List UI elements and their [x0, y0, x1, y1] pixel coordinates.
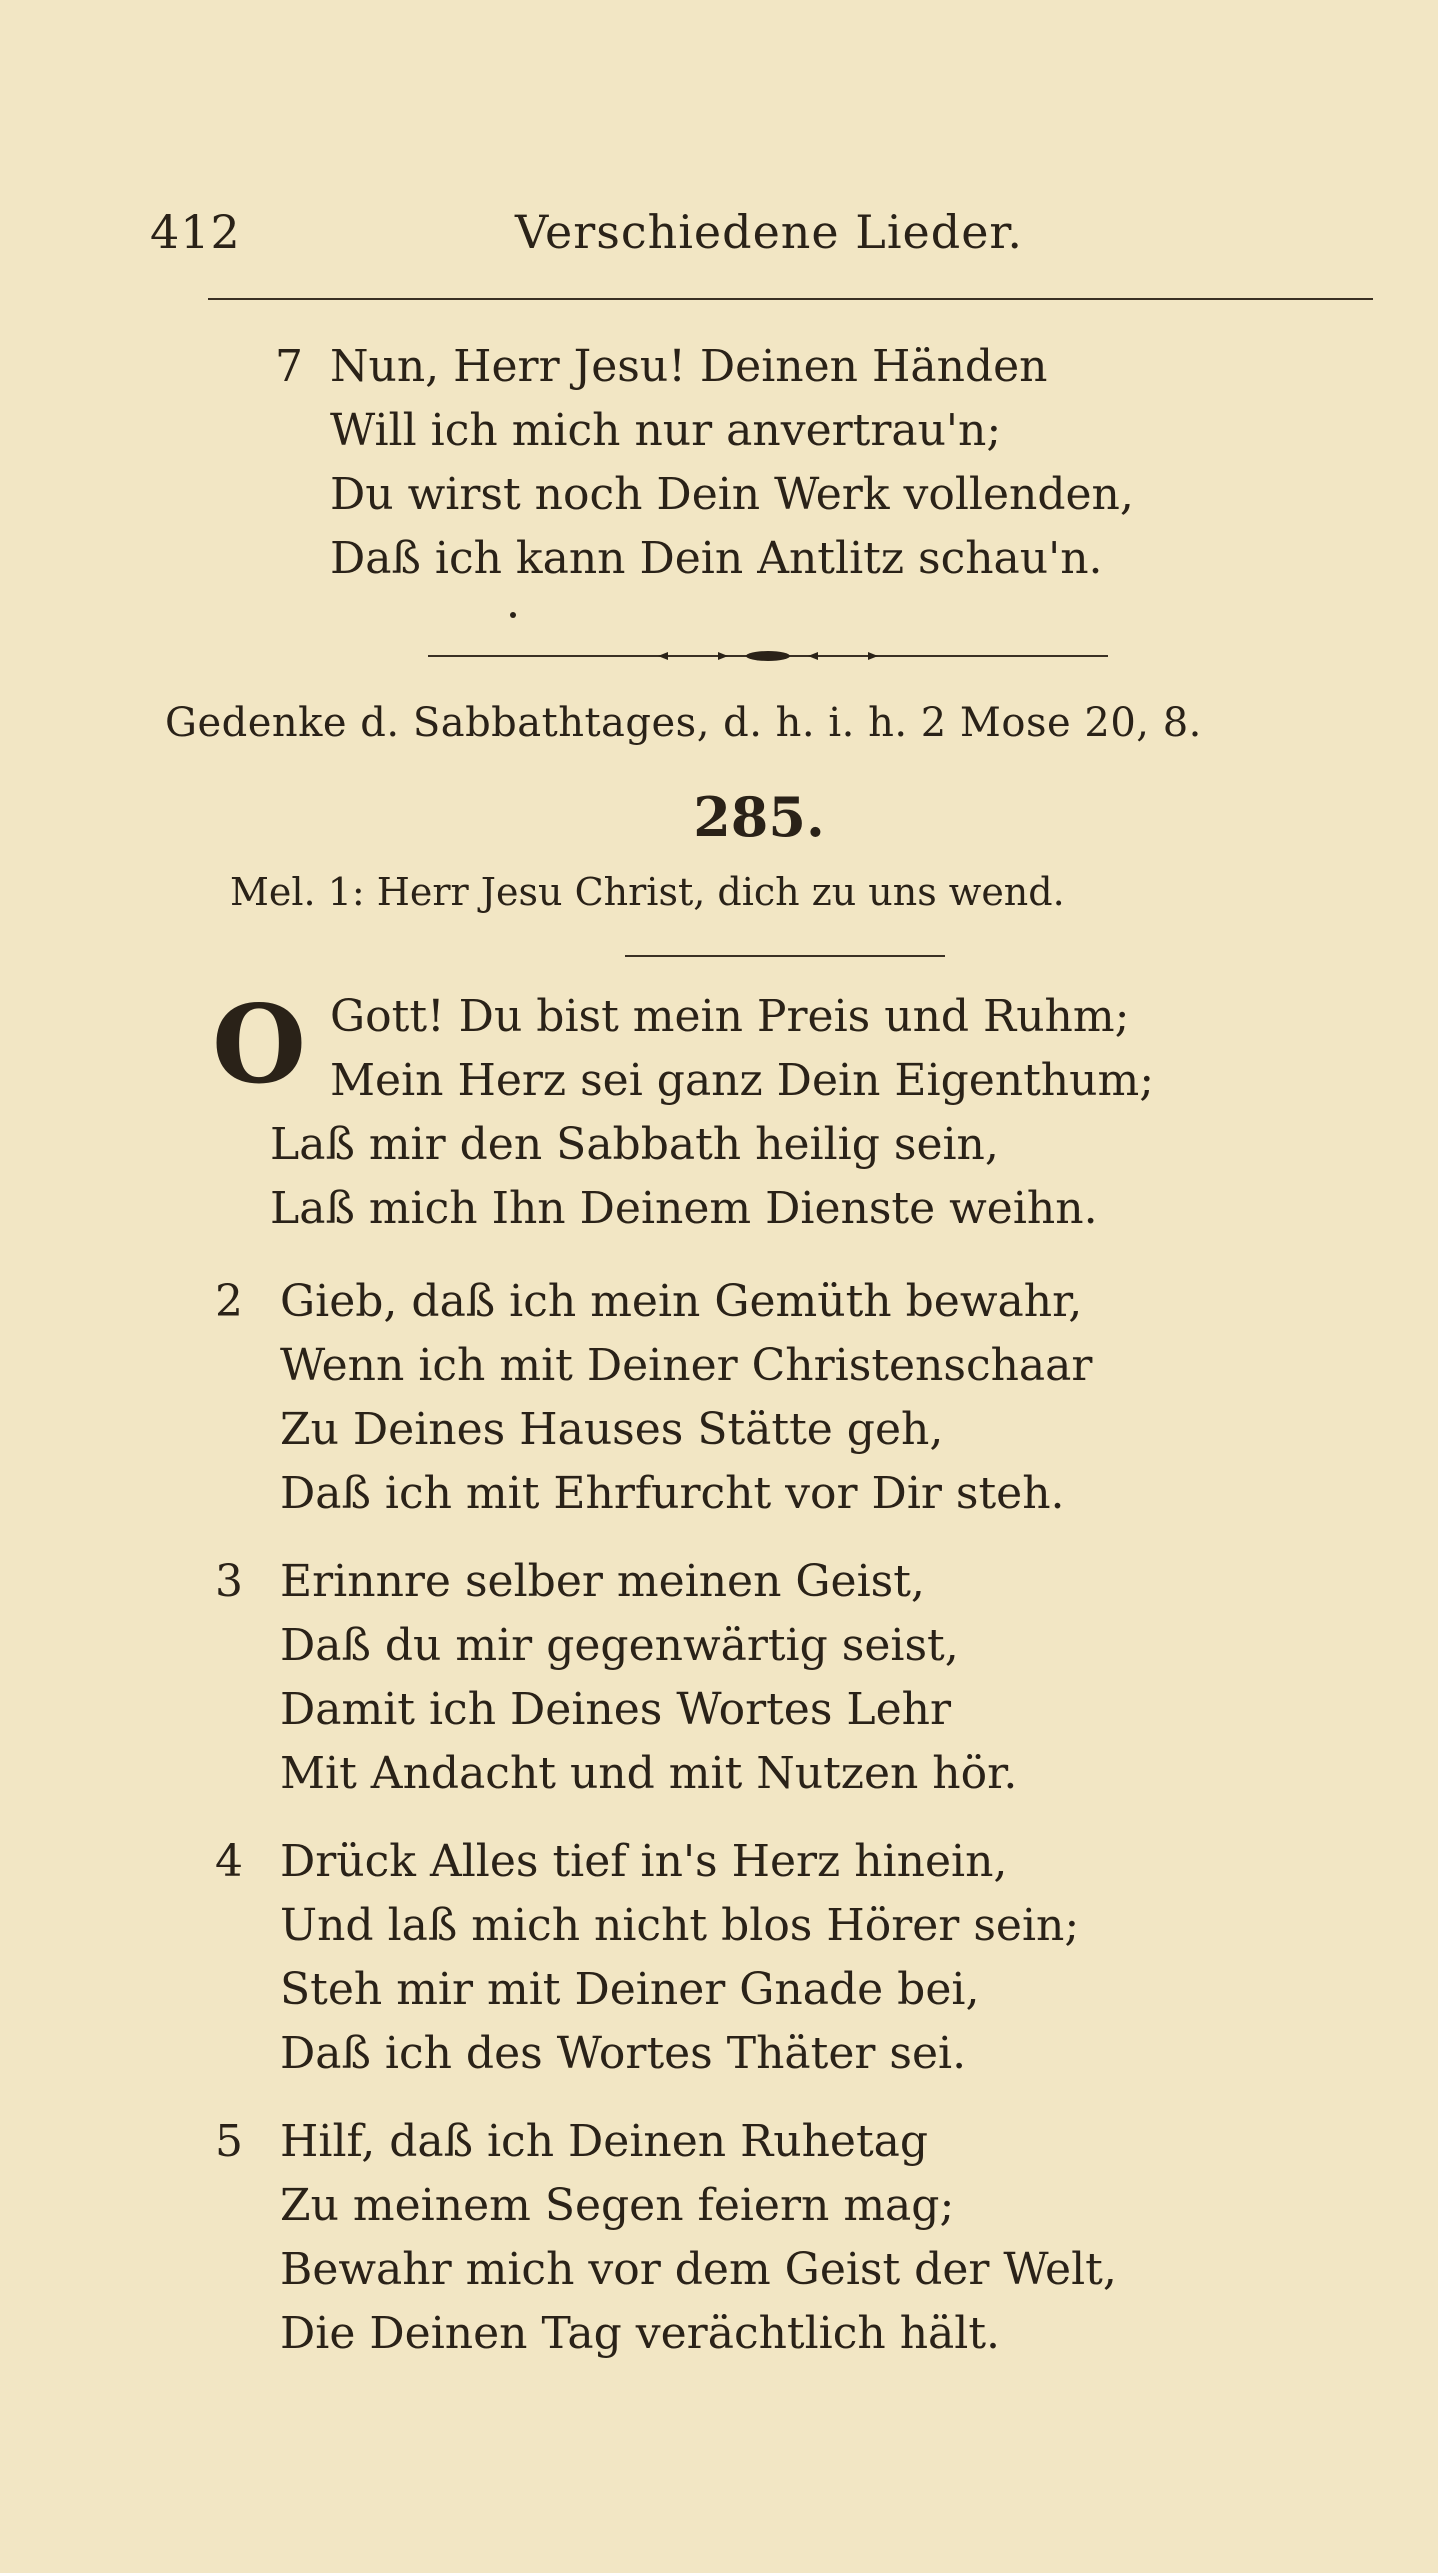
verse-line: Bewahr mich vor dem Geist der Welt,: [280, 2244, 1117, 2295]
melody-line: Mel. 1: Herr Jesu Christ, dich zu uns wend.: [230, 870, 1065, 914]
drop-cap: O: [212, 982, 307, 1108]
ornament-dot: [510, 612, 516, 618]
verse-line: Daß ich des Wortes Thäter sei.: [280, 2028, 967, 2079]
occasion-line: Gedenke d. Sabbathtages, d. h. i. h. 2 Mose 20, 8.: [165, 700, 1202, 746]
verse-line: Damit ich Deines Wortes Lehr: [280, 1684, 952, 1735]
verse-line: Mit Andacht und mit Nutzen hör.: [280, 1748, 1018, 1799]
verse-number: 5: [215, 2116, 243, 2167]
stanza-7: [330, 335, 1134, 591]
verse-line: Steh mir mit Deiner Gnade bei,: [280, 1964, 980, 2015]
verse-line: Gieb, daß ich mein Gemüth bewahr,: [280, 1276, 1083, 1327]
verse-line: Zu meinem Segen feiern mag;: [280, 2180, 955, 2231]
verse-number: 2: [215, 1276, 243, 1327]
verse-line: Und laß mich nicht blos Hörer sein;: [280, 1900, 1080, 1951]
stanza-1: [330, 985, 1154, 1113]
verse-number: 7: [275, 341, 303, 392]
verse-line: Daß ich mit Ehrfurcht vor Dir steh.: [280, 1468, 1065, 1519]
verse-line: Daß du mir gegenwärtig seist,: [280, 1620, 959, 1671]
verse-line: Mein Herz sei ganz Dein Eigenthum;: [330, 1055, 1155, 1106]
verse-line: Laß mir den Sabbath heilig sein,: [270, 1119, 999, 1170]
verse-line: Daß ich kann Dein Antlitz schau'n.: [330, 533, 1103, 584]
page-number: 412: [150, 205, 241, 259]
running-title: Verschiedene Lieder.: [515, 205, 1023, 259]
page-header: [150, 205, 1340, 275]
verse-line: Hilf, daß ich Deinen Ruhetag: [280, 2116, 929, 2167]
verse-line: Erinnre selber meinen Geist,: [280, 1556, 925, 1607]
ornamental-divider: [428, 650, 1108, 662]
verse-line: Wenn ich mit Deiner Christenschaar: [280, 1340, 1093, 1391]
section-rule: [625, 955, 945, 957]
verse-line: Die Deinen Tag verächtlich hält.: [280, 2308, 1001, 2359]
stanza-5: [280, 2110, 1117, 2366]
hymn-number: 285.: [693, 785, 825, 849]
verse-number: 4: [215, 1836, 243, 1887]
stanza-3: [280, 1550, 1017, 1806]
verse-line: Du wirst noch Dein Werk vollenden,: [330, 469, 1134, 520]
verse-line: Will ich mich nur anvertrau'n;: [330, 405, 1002, 456]
verse-line: Laß mich Ihn Deinem Dienste weihn.: [270, 1183, 1098, 1234]
stanza-1-cont: [270, 1113, 1098, 1241]
verse-line: Drück Alles tief in's Herz hinein,: [280, 1836, 1008, 1887]
verse-line: Gott! Du bist mein Preis und Ruhm;: [330, 991, 1130, 1042]
stanza-4: [280, 1830, 1079, 2086]
verse-number: 3: [215, 1556, 243, 1607]
verse-line: Zu Deines Hauses Stätte geh,: [280, 1404, 944, 1455]
verse-line: Nun, Herr Jesu! Deinen Händen: [330, 341, 1048, 392]
header-rule: [208, 298, 1373, 300]
stanza-2: [280, 1270, 1092, 1526]
